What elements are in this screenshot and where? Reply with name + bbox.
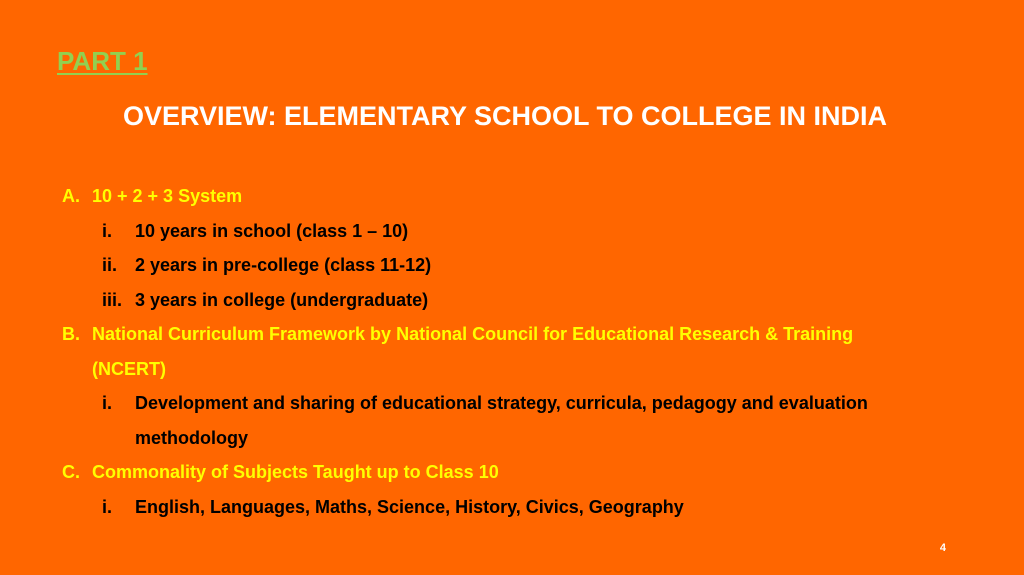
- outline-item-b: [62, 317, 962, 352]
- outline-subitem-text: 10 years in school (class 1 – 10): [135, 220, 409, 241]
- page-number: 4: [939, 542, 946, 554]
- outline-marker: B.: [62, 324, 80, 344]
- outline-subitem-text: English, Languages, Maths, Science, History, Civics, Geography: [135, 496, 684, 517]
- outline-item-text: 10 + 2 + 3 System: [92, 186, 243, 206]
- outline-subitem-b-i-continued: [62, 421, 962, 456]
- part-label: PART 1: [57, 46, 148, 76]
- outline-subitem-a-ii: [62, 248, 962, 283]
- outline-marker: i.: [102, 496, 113, 517]
- outline-subitem-text: 2 years in pre-college (class 11-12): [135, 255, 432, 275]
- outline-marker: C.: [62, 462, 80, 482]
- outline-item-c: [62, 455, 962, 490]
- outline-subitem-text: Development and sharing of educational strategy, curricula, pedagogy and evaluation: [135, 393, 868, 413]
- outline-list: [62, 179, 962, 524]
- outline-marker: i.: [102, 220, 113, 241]
- outline-item-text: (NCERT): [92, 358, 166, 379]
- outline-marker: A.: [62, 186, 80, 206]
- outline-subitem-a-i: [62, 214, 962, 249]
- outline-item-a: [62, 179, 962, 214]
- outline-marker: ii.: [102, 255, 118, 275]
- outline-marker: i.: [102, 393, 113, 413]
- outline-subitem-b-i: [62, 386, 962, 421]
- outline-subitem-text: 3 years in college (undergraduate): [135, 289, 429, 310]
- outline-subitem-a-iii: [62, 283, 962, 318]
- outline-item-text: Commonality of Subjects Taught up to Class 10: [92, 462, 499, 482]
- slide-title: OVERVIEW: ELEMENTARY SCHOOL TO COLLEGE IN INDIA: [122, 101, 888, 131]
- outline-subitem-c-i: [62, 490, 962, 525]
- outline-marker: iii.: [102, 289, 123, 310]
- outline-subitem-text: methodology: [135, 427, 248, 448]
- outline-item-b-continued: [62, 352, 962, 387]
- outline-item-text: National Curriculum Framework by National Council for Educational Research & Training: [92, 324, 854, 344]
